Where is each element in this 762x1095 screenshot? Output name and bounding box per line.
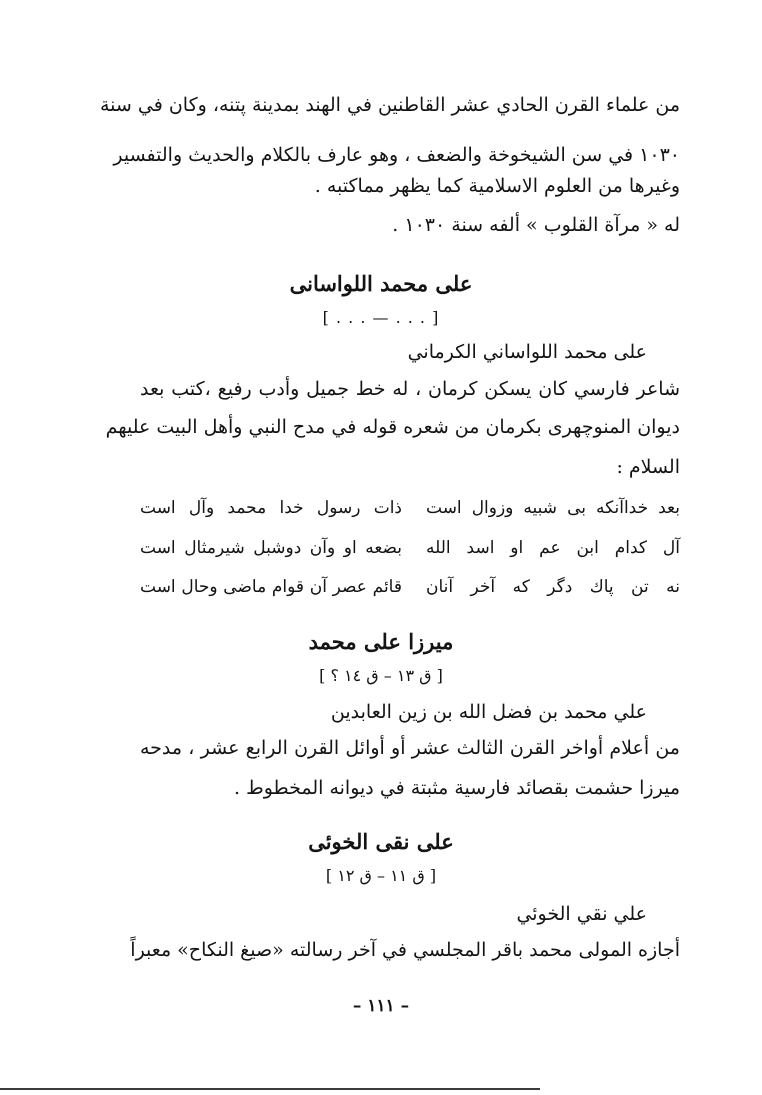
entry-body-2-line-2: ميرزا حشمت بقصائد فارسية مثبتة في ديوانه المخطوط .: [234, 777, 680, 799]
entry-title-2: ميرزا على محمد: [308, 629, 454, 654]
entry-fullname-3: علي نقي الخوئي: [516, 903, 647, 925]
entry-body-1-line-3: السلام :: [616, 456, 680, 478]
intro-line-2: ١٠٣٠ في سن الشيخوخة والضعف ، وهو عارف بالكلام والحديث والتفسير: [113, 144, 680, 166]
entry-fullname-2: علي محمد بن فضل الله بن زين العابدين: [330, 701, 647, 723]
bottom-rule: [0, 1088, 540, 1090]
intro-line-4: له « مرآة القلوب » ألفه سنة ١٠٣٠ .: [392, 214, 680, 236]
entry-fullname-1: على محمد اللواساني الكرماني: [407, 341, 647, 363]
intro-line-3: وغيرها من العلوم الاسلامية كما يظهر مماكتبه .: [314, 175, 680, 197]
verse-2-right: آل كدام ابن عم او اسد الله: [426, 538, 680, 558]
verse-2-left: بضعه او وآن دوشبل شيرمثال است: [140, 538, 402, 558]
entry-body-3-line-1: أجازه المولى محمد باقر المجلسي في آخر رسالته «صيغ النكاح» معبراً: [130, 939, 680, 961]
page-number: – ١١١ –: [352, 996, 410, 1016]
entry-dates-2: [ ق ١٣ – ق ١٤ ؟ ]: [319, 666, 443, 685]
verse-1-right: بعد خداآنكه بى شبيه وزوال است: [426, 498, 680, 518]
entry-title-1: على محمد اللواسانى: [289, 271, 473, 296]
verse-1-left: ذات رسول خدا محمد وآل است: [140, 498, 402, 518]
verse-3-right: نه تن پاك دگر كه آخر آنان: [426, 577, 680, 597]
entry-dates-3: [ ق ١١ – ق ١٢ ]: [325, 866, 437, 885]
entry-body-1-line-2: ديوان المنوچهرى بكرمان من شعره قوله في مدح النبي وأهل البيت عليهم: [105, 416, 680, 438]
entry-body-1-line-1: شاعر فارسي كان يسكن كرمان ، له خط جميل وأدب رفيع ،كتب بعد: [140, 378, 680, 400]
entry-title-3: على نقى الخوئى: [308, 829, 454, 854]
entry-body-2-line-1: من أعلام أواخر القرن الثالث عشر أو أوائل القرن الرابع عشر ، مدحه: [140, 737, 680, 759]
verse-3-left: قائم عصر آن قوام ماضى وحال است: [140, 577, 402, 597]
intro-line-1: من علماء القرن الحادي عشر القاطنين في الهند بمدينة پتنه، وكان في سنة: [99, 94, 680, 116]
entry-dates-1: [ . . . — . . . ]: [322, 308, 440, 327]
